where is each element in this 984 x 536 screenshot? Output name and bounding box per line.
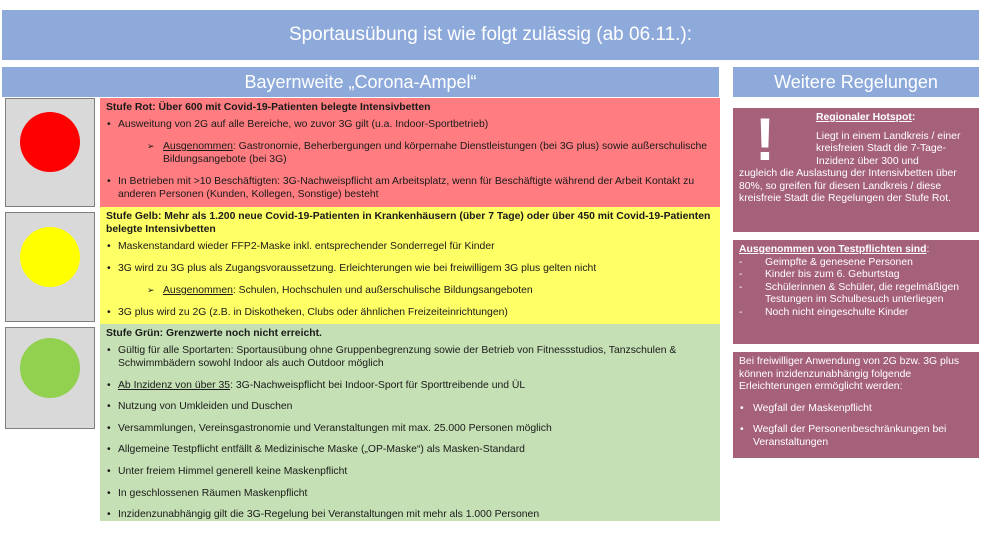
stage-red-section <box>100 98 720 207</box>
exception-text: : Gastronomie, Beherbergungen und körpernahe Dienstleistungen (bei 3G plus) sowie außerschulische Bildungsangebote (bei 3G) <box>163 141 708 165</box>
stage-green-section <box>100 324 720 521</box>
stage-yellow-section <box>100 207 720 324</box>
stage-red-title: Stufe Rot: Über 600 mit Covid-19-Patienten belegte Intensivbetten <box>106 102 431 113</box>
stage-yellow-bullet-2: • 3G wird zu 3G plus als Zugangsvoraussetzung. Erleichterungen wie bei freiwilligem 3G plus gelten nicht <box>106 262 714 275</box>
voluntary-intro: Bei freiwilliger Anwendung von 2G bzw. 3G plus können inzidenzunabhängig folgende Erleichterungen ermöglicht werden: <box>739 356 960 392</box>
exception-label: Ausgenommen <box>163 141 233 152</box>
test-exemptions-box <box>733 240 979 344</box>
arrow-icon: ➢ <box>147 141 155 151</box>
stage-green-title: Stufe Grün: Grenzwerte noch nicht erreicht. <box>106 328 322 339</box>
yellow-light-icon <box>20 227 80 287</box>
exception-text: : Schulen, Hochschulen und außerschulische Bildungsangeboten <box>232 285 533 296</box>
exemptions-colon: : <box>926 244 930 255</box>
stage-green-bullet-7: • In geschlossenen Räumen Maskenpflicht <box>106 487 714 500</box>
stage-green-bullet-8: • Inzidenzunabhängig gilt die 3G-Regelung bei Veranstaltungen mit mehr als 1.000 Personen <box>106 508 714 521</box>
stage-green-bullet-6: • Unter freiem Himmel generell keine Maskenpflicht <box>106 465 714 478</box>
stage-yellow-bullet-1: • Maskenstandard wieder FFP2-Maske inkl. entsprechender Sonderregel für Kinder <box>106 240 714 253</box>
exemptions-title: Ausgenommen von Testpflichten sind <box>739 244 927 255</box>
green-light-panel <box>5 327 95 429</box>
stage-green-bullet-5: • Allgemeine Testpflicht entfällt & Medizinische Maske („OP-Maske“) als Masken-Standard <box>106 443 714 456</box>
stage-green-bullet-1: • Gültig für alle Sportarten: Sportausübung ohne Gruppenbegrenzung sowie der Betrieb von Fitnessstudios, Tanzschulen & Schwimmbädern sowohl Indoor als auch Outdoor möglich <box>106 344 714 370</box>
voluntary-item: • Wegfall der Personenbeschränkungen bei Veranstaltungen <box>739 424 971 449</box>
exemption-item: - Schülerinnen & Schüler, die regelmäßigen Testungen im Schulbesuch unterliegen <box>739 282 971 307</box>
page-banner: Sportausübung ist wie folgt zulässig (ab 06.11.): <box>2 10 979 60</box>
right-heading: Weitere Regelungen <box>733 67 979 97</box>
stage-red-bullet-2: • In Betrieben mit >10 Beschäftigten: 3G-Nachweispflicht am Arbeitsplatz, wenn für Beschäftigte während der Arbeit Kontakt zu anderen Personen (Kunden, Kollegen, Sonstige) besteht <box>106 175 714 201</box>
left-heading: Bayernweite „Corona-Ampel“ <box>2 67 719 97</box>
stage-green-bullet-3: • Nutzung von Umkleiden und Duschen <box>106 400 714 413</box>
red-light-panel <box>5 98 95 207</box>
hotspot-colon: : <box>911 112 916 123</box>
arrow-icon: ➢ <box>147 285 155 295</box>
hotspot-box <box>733 108 979 232</box>
incidence-label: Ab Inzidenz von über 35 <box>118 379 231 391</box>
yellow-light-panel <box>5 212 95 322</box>
voluntary-item: • Wegfall der Maskenpflicht <box>739 403 971 416</box>
stage-red-exception <box>106 140 714 166</box>
stage-yellow-exception <box>106 284 714 297</box>
stage-green-bullet-4: • Versammlungen, Vereinsgastronomie und Veranstaltungen mit max. 25.000 Personen möglich <box>106 422 714 435</box>
stage-green-bullet-2 <box>106 379 714 392</box>
stage-yellow-bullet-3: • 3G plus wird zu 2G (z.B. in Diskotheken, Clubs oder ähnlichen Freizeiteinrichtungen) <box>106 306 714 319</box>
hotspot-title: Regionaler Hotspot <box>816 112 912 123</box>
exemption-item: - Noch nicht eingeschulte Kinder <box>739 307 971 320</box>
hotspot-text-a: Liegt in einem Landkreis / einer kreisfreien Stadt die 7-Tage-Inzidenz über 300 und <box>816 130 961 167</box>
red-light-icon <box>20 112 80 172</box>
exception-label: Ausgenommen <box>163 285 233 296</box>
stage-red-bullet-1: • Ausweitung von 2G auf alle Bereiche, wo zuvor 3G gilt (u.a. Indoor-Sportbetrieb) <box>106 118 714 131</box>
hotspot-text-b: zugleich die Auslastung der Intensivbetten über 80%, so greifen für diesen Landkreis / diese kreisfreie Stadt die Regelungen der Stufe Rot. <box>739 168 957 204</box>
exclamation-icon: ! <box>755 106 775 173</box>
incidence-text: : 3G-Nachweispflicht bei Indoor-Sport für Sporttreibende und ÜL <box>230 379 526 391</box>
exemption-item: - Geimpfte & genesene Personen <box>739 257 971 270</box>
exemption-item: - Kinder bis zum 6. Geburtstag <box>739 269 971 282</box>
stage-yellow-title: Stufe Gelb: Mehr als 1.200 neue Covid-19-Patienten in Krankenhäusern (über 7 Tage) oder über 450 mit Covid-19-Patienten belegte Intensivbetten <box>106 211 711 235</box>
voluntary-2g-3g-box <box>733 352 979 458</box>
green-light-icon <box>20 338 80 398</box>
